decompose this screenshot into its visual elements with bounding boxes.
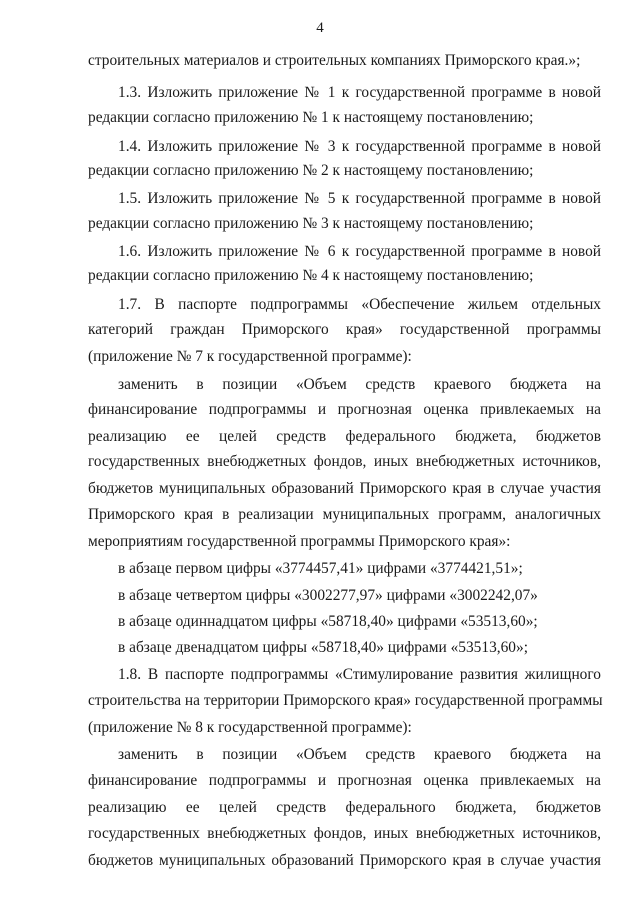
text-line: заменить в позиции «Объем средств краевого бюджета на [118,376,601,393]
text-line: в абзаце одиннадцатом цифры «58718,40» цифрами «53513,60»; [118,613,538,630]
text-line: финансирование подпрограммы и прогнозная оценка привлекаемых на [88,772,601,789]
text-line: реализацию ее целей средств федерального бюджета, бюджетов [88,428,601,445]
text-line: финансирование подпрограммы и прогнозная оценка привлекаемых на [88,401,601,418]
text-line: государственных внебюджетных фондов, иных внебюджетных источников, [88,453,601,470]
text-line: мероприятиям государственной программы Приморского края»: [88,533,511,550]
text-line: заменить в позиции «Объем средств краевого бюджета на [118,746,601,763]
text-line: бюджетов муниципальных образований Приморского края в случае участия [88,480,601,497]
text-line: строительства на территории Приморского края» государственной программы [88,692,603,709]
text-line: редакции согласно приложению № 4 к настоящему постановлению; [88,267,534,284]
text-line: реализацию ее целей средств федерального бюджета, бюджетов [88,799,601,816]
text-line: бюджетов муниципальных образований Приморского края в случае участия [88,852,601,869]
text-line: государственных внебюджетных фондов, иных внебюджетных источников, [88,825,601,842]
text-line: (приложение № 7 к государственной программе): [88,348,412,365]
text-line: 1.3. Изложить приложение № 1 к государственной программе в новой [118,84,601,101]
text-line: строительных материалов и строительных компаниях Приморского края.»; [88,52,581,69]
text-line: в абзаце двенадцатом цифры «58718,40» цифрами «53513,60»; [118,639,528,656]
text-line: Приморского края в реализации муниципальных программ, аналогичных [88,506,601,523]
text-line: редакции согласно приложению № 2 к настоящему постановлению; [88,162,534,179]
text-line: в абзаце первом цифры «3774457,41» цифрами «3774421,51»; [118,560,523,577]
text-line: редакции согласно приложению № 1 к настоящему постановлению; [88,109,534,126]
text-line: в абзаце четвертом цифры «3002277,97» цифрами «3002242,07» [118,587,538,604]
text-line: 1.8. В паспорте подпрограммы «Стимулирование развития жилищного [118,666,601,683]
text-line: 1.6. Изложить приложение № 6 к государственной программе в новой [118,243,601,260]
text-line: редакции согласно приложению № 3 к настоящему постановлению; [88,215,534,232]
page-number: 4 [316,20,324,36]
text-line: 1.7. В паспорте подпрограммы «Обеспечение жильем отдельных [118,296,601,313]
text-line: (приложение № 8 к государственной программе): [88,719,412,736]
text-line: 1.5. Изложить приложение № 5 к государственной программе в новой [118,190,601,207]
text-line: 1.4. Изложить приложение № 3 к государственной программе в новой [118,138,601,155]
text-line: категорий граждан Приморского края» государственной программы [88,321,601,338]
